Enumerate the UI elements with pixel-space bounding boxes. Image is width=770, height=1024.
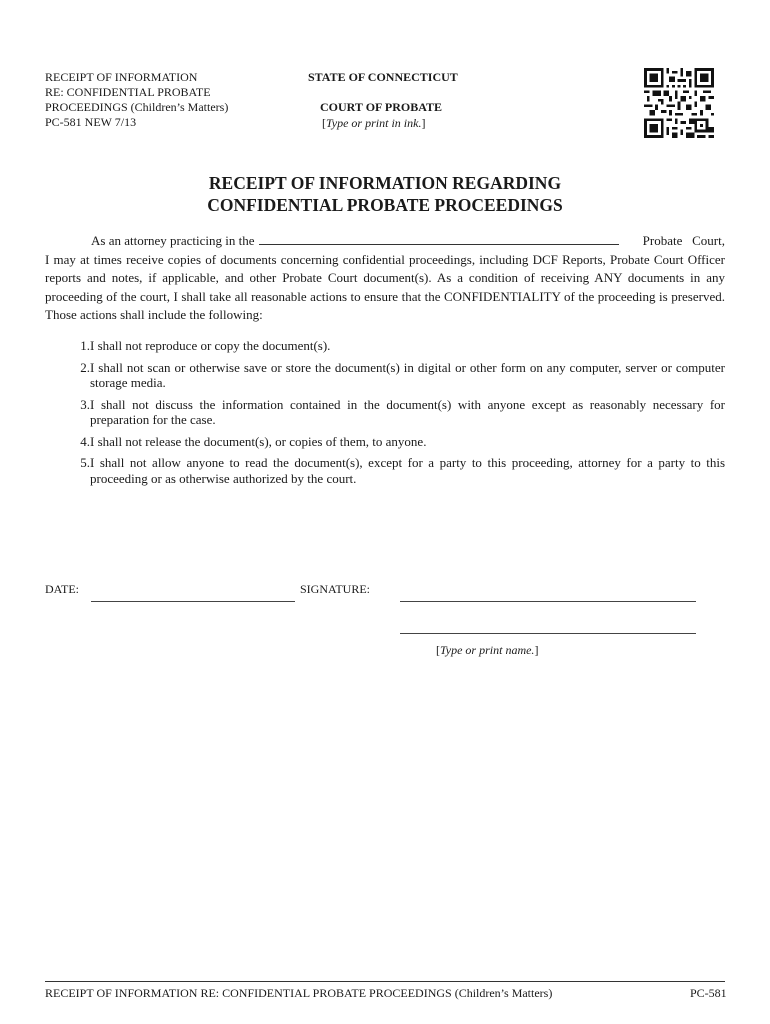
item-text: I shall not allow anyone to read the document(s), except for a party to this proceeding, attorney for a party to this proceeding or as otherwise authorized by the court. (90, 455, 725, 486)
qr-code-icon (644, 68, 714, 138)
form-number: PC-581 NEW 7/13 (45, 115, 137, 129)
date-label: DATE: (45, 582, 79, 596)
list-item (45, 455, 725, 486)
intro-rest: I may at times receive copies of documents concerning confidential proceedings, including DCF Reports, Probate Court Officer reports and notes, if applicable, and other Probate Court document(s). As a condition of receiving ANY documents in any proceeding of the court, I shall take all reasonable actions to ensure that the CONFIDENTIALITY of the proceeding is preserved. Those actions shall include the following: (45, 251, 725, 323)
form-header-info (45, 70, 295, 130)
name-hint: [Type or print name.] (436, 643, 539, 657)
item-text: I shall not reproduce or copy the document(s). (90, 338, 331, 353)
signature-field[interactable] (400, 601, 696, 602)
footer-title: RECEIPT OF INFORMATION RE: CONFIDENTIAL PROBATE PROCEEDINGS (Children’s Matters) (45, 986, 553, 1000)
item-number: 2. (80, 359, 90, 375)
title-line-1: RECEIPT OF INFORMATION REGARDING (208, 173, 562, 193)
court-suffix: Probate Court, (642, 233, 725, 248)
item-number: 5. (80, 455, 90, 470)
signature-label: SIGNATURE: (300, 582, 371, 596)
footer-divider (45, 981, 725, 982)
probate-court-field[interactable] (259, 233, 619, 245)
item-number: 1. (80, 338, 90, 353)
document-title (0, 172, 770, 216)
printed-name-field[interactable] (400, 633, 696, 634)
intro-paragraph (45, 232, 725, 325)
list-item (45, 338, 725, 354)
ink-instruction-text: Type or print in ink. (326, 116, 422, 130)
footer-form-number: PC-581 (690, 986, 727, 1000)
intro-start: As an attorney practicing in the (91, 233, 255, 248)
conditions-list (45, 338, 725, 492)
item-text: I shall not release the document(s), or copies of them, to anyone. (90, 433, 427, 449)
item-number: 4. (80, 433, 90, 449)
header-line-3: PROCEEDINGS (Children’s Matters) (45, 100, 229, 114)
title-line-2: CONFIDENTIAL PROBATE PROCEEDINGS (207, 195, 563, 215)
header-line-2: RE: CONFIDENTIAL PROBATE (45, 85, 211, 99)
item-text: I shall not discuss the information contained in the document(s) with anyone except as reasonably necessary for preparation for the case. (90, 396, 725, 427)
list-item (45, 397, 725, 428)
header-line-1: RECEIPT OF INFORMATION (45, 70, 198, 84)
date-field[interactable] (91, 601, 295, 602)
ink-instruction: [Type or print in ink.] (322, 116, 426, 130)
item-text: I shall not scan or otherwise save or store the document(s) in digital or other form on any computer, server or computer storage media. (90, 359, 725, 390)
list-item (45, 434, 725, 450)
name-hint-text: Type or print name. (440, 643, 535, 657)
court-name: COURT OF PROBATE (320, 100, 443, 114)
list-item (45, 360, 725, 391)
state-name: STATE OF CONNECTICUT (308, 70, 458, 84)
item-number: 3. (80, 396, 90, 412)
